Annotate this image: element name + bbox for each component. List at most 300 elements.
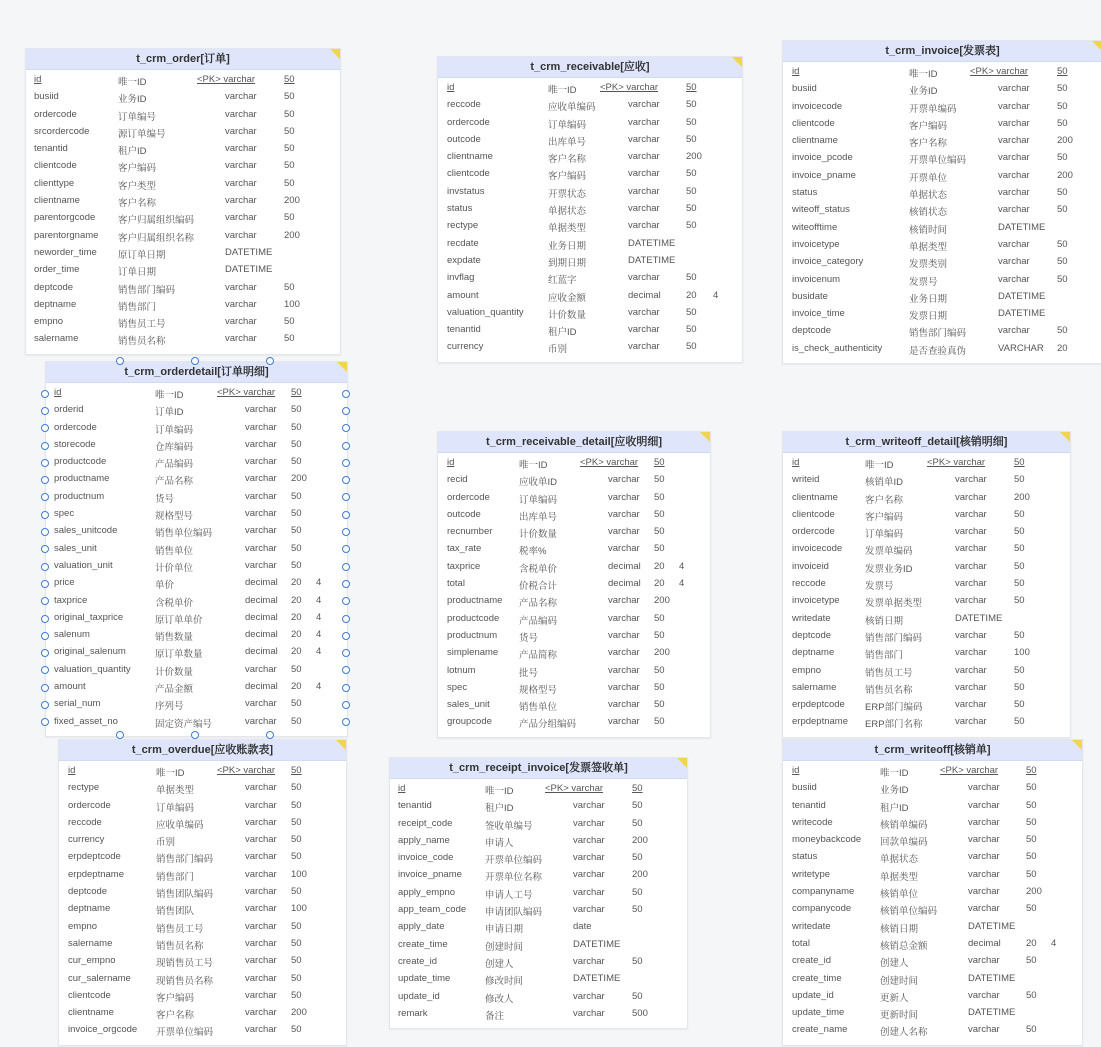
column-row[interactable] (46, 627, 347, 644)
column-name: valuation_quantity (447, 306, 524, 318)
column-length: 50 (1057, 273, 1068, 285)
column-row[interactable] (46, 454, 347, 471)
connector-handle[interactable] (342, 493, 350, 501)
column-comment: 核销日期 (865, 615, 904, 627)
connector-handle[interactable] (342, 684, 350, 692)
column-row[interactable] (438, 270, 742, 287)
column-row[interactable] (26, 124, 340, 141)
column-length: 50 (1026, 955, 1037, 967)
connector-handle[interactable] (342, 649, 350, 657)
column-type: varchar (245, 508, 277, 520)
column-row[interactable] (783, 763, 1082, 780)
column-type: <PK> varchar (927, 457, 986, 468)
column-row[interactable] (438, 322, 742, 339)
column-row[interactable] (783, 306, 1101, 323)
column-name: ordercode (54, 421, 97, 433)
column-row[interactable] (783, 714, 1070, 731)
column-comment: 出库单号 (519, 511, 558, 523)
column-row[interactable] (59, 763, 346, 780)
column-row[interactable] (783, 289, 1101, 306)
column-row[interactable] (438, 132, 742, 149)
column-row[interactable] (46, 610, 347, 627)
column-row[interactable] (390, 1006, 687, 1023)
column-name: empno (792, 664, 822, 676)
column-comment: 核销日期 (880, 923, 919, 935)
column-row[interactable] (390, 989, 687, 1006)
column-comment: 销售部门 (118, 301, 157, 313)
column-row[interactable] (59, 884, 346, 901)
column-name: cur_empno (68, 955, 116, 967)
connector-handle[interactable] (41, 615, 49, 623)
column-type: varchar (998, 273, 1030, 285)
entity-table[interactable] (782, 40, 1101, 364)
column-row[interactable] (438, 663, 710, 680)
column-row[interactable] (783, 1022, 1082, 1039)
entity-title[interactable] (26, 49, 340, 70)
column-row[interactable] (390, 816, 687, 833)
column-row[interactable] (438, 697, 710, 714)
column-comment: 销售员工号 (118, 319, 166, 331)
entity-table[interactable] (437, 56, 743, 363)
column-row[interactable] (783, 832, 1082, 849)
column-row[interactable] (783, 323, 1101, 340)
column-row[interactable] (783, 680, 1070, 697)
column-row[interactable] (59, 849, 346, 866)
column-length: 50 (1026, 834, 1037, 846)
entity-title[interactable] (390, 758, 687, 779)
column-row[interactable] (26, 176, 340, 193)
column-row[interactable] (783, 645, 1070, 662)
column-type: varchar (998, 152, 1030, 164)
column-row[interactable] (783, 64, 1101, 81)
column-comment: 唯一ID (909, 69, 938, 80)
column-row[interactable] (26, 262, 340, 279)
connector-handle[interactable] (116, 357, 124, 365)
column-name: salername (792, 681, 837, 693)
column-row[interactable] (26, 314, 340, 331)
column-length: 100 (291, 868, 307, 880)
column-name: clientcode (34, 160, 77, 172)
column-row[interactable] (783, 697, 1070, 714)
entity-title[interactable] (46, 362, 347, 383)
connector-handle[interactable] (342, 615, 350, 623)
column-row[interactable] (46, 558, 347, 575)
column-row[interactable] (438, 472, 710, 489)
column-row[interactable] (783, 628, 1070, 645)
column-row[interactable] (59, 832, 346, 849)
entity-title[interactable] (783, 41, 1101, 62)
column-row[interactable] (438, 149, 742, 166)
column-row[interactable] (783, 849, 1082, 866)
column-type: varchar (245, 886, 277, 898)
column-row[interactable] (438, 339, 742, 356)
column-row[interactable] (783, 988, 1082, 1005)
column-row[interactable] (783, 936, 1082, 953)
column-row[interactable] (783, 116, 1101, 133)
column-type: varchar (245, 663, 277, 675)
column-type: varchar (628, 185, 660, 197)
column-length: 50 (291, 663, 302, 675)
column-scale: 4 (316, 611, 322, 623)
column-comment: 销售单位 (155, 545, 194, 557)
connector-handle[interactable] (41, 407, 49, 415)
connector-handle[interactable] (342, 545, 350, 553)
column-length: 50 (291, 542, 302, 554)
entity-table[interactable] (389, 757, 688, 1029)
column-name: tenantid (34, 143, 68, 155)
column-type: varchar (955, 699, 987, 711)
column-row[interactable] (46, 541, 347, 558)
connector-handle[interactable] (266, 731, 274, 739)
entity-table[interactable] (45, 361, 348, 737)
column-name: id (447, 457, 455, 468)
column-row[interactable] (783, 133, 1101, 150)
column-comment: 客户名称 (548, 154, 587, 166)
column-comment: 单据类型 (909, 241, 948, 253)
connector-handle[interactable] (342, 580, 350, 588)
column-length: 50 (1026, 1024, 1037, 1036)
column-type: varchar (245, 1024, 277, 1036)
column-row[interactable] (783, 490, 1070, 507)
column-comment: 客户名称 (156, 1010, 195, 1022)
column-row[interactable] (59, 815, 346, 832)
column-name: companyname (792, 886, 855, 898)
column-row[interactable] (438, 236, 742, 253)
column-name: clientname (792, 135, 838, 147)
column-row[interactable] (26, 228, 340, 245)
column-length: 50 (291, 387, 302, 398)
column-length: 200 (654, 595, 670, 607)
column-row[interactable] (26, 158, 340, 175)
column-row[interactable] (46, 662, 347, 679)
column-row[interactable] (390, 954, 687, 971)
column-length: 200 (1014, 491, 1030, 503)
connector-handle[interactable] (41, 684, 49, 692)
column-name: writecode (792, 816, 833, 828)
column-name: invoice_time (792, 308, 845, 320)
entity-title-text: t_crm_writeoff_detail[核销明细] (845, 436, 1008, 448)
column-row[interactable] (438, 80, 742, 97)
connector-handle[interactable] (191, 731, 199, 739)
column-row[interactable] (438, 201, 742, 218)
column-length: 50 (1057, 117, 1068, 129)
column-row[interactable] (783, 815, 1082, 832)
column-row[interactable] (390, 850, 687, 867)
connector-handle[interactable] (41, 701, 49, 709)
column-row[interactable] (390, 937, 687, 954)
column-row[interactable] (390, 971, 687, 988)
column-row[interactable] (390, 798, 687, 815)
column-comment: 计价单位 (155, 562, 194, 574)
column-length: 50 (654, 629, 665, 641)
column-length: 200 (1026, 886, 1042, 898)
entity-title[interactable] (783, 432, 1070, 453)
column-length: 50 (632, 886, 643, 898)
column-row[interactable] (783, 1005, 1082, 1022)
connector-handle[interactable] (342, 597, 350, 605)
column-row[interactable] (26, 141, 340, 158)
column-row[interactable] (59, 1005, 346, 1022)
column-row[interactable] (438, 611, 710, 628)
column-row[interactable] (783, 341, 1101, 358)
column-name: valuation_unit (54, 559, 113, 571)
column-row[interactable] (438, 97, 742, 114)
column-comment: 客户名称 (118, 198, 157, 210)
column-name: recid (447, 474, 468, 486)
connector-handle[interactable] (266, 357, 274, 365)
column-row[interactable] (59, 919, 346, 936)
connector-handle[interactable] (41, 390, 49, 398)
column-row[interactable] (783, 798, 1082, 815)
column-row[interactable] (438, 714, 710, 731)
column-row[interactable] (438, 628, 710, 645)
column-row[interactable] (26, 72, 340, 89)
connector-handle[interactable] (342, 459, 350, 467)
column-row[interactable] (438, 645, 710, 662)
column-row[interactable] (46, 437, 347, 454)
column-name: update_id (792, 989, 834, 1001)
connector-handle[interactable] (342, 407, 350, 415)
column-name: currency (447, 341, 484, 353)
column-row[interactable] (390, 885, 687, 902)
column-row[interactable] (26, 280, 340, 297)
column-row[interactable] (783, 953, 1082, 970)
column-length: 200 (654, 647, 670, 659)
column-name: ordercode (447, 491, 490, 503)
column-row[interactable] (783, 611, 1070, 628)
column-row[interactable] (783, 867, 1082, 884)
column-comment: 修改时间 (485, 976, 524, 988)
column-row[interactable] (783, 202, 1101, 219)
column-row[interactable] (46, 489, 347, 506)
column-comment: 客户编码 (118, 163, 157, 175)
column-row[interactable] (438, 288, 742, 305)
column-comment: 核销总金额 (880, 940, 928, 952)
column-row[interactable] (390, 781, 687, 798)
connector-handle[interactable] (342, 632, 350, 640)
connector-handle[interactable] (342, 666, 350, 674)
column-length: 50 (686, 220, 697, 232)
column-length: 50 (1026, 851, 1037, 863)
column-row[interactable] (46, 679, 347, 696)
entity-table[interactable] (25, 48, 341, 355)
column-row[interactable] (438, 559, 710, 576)
column-row[interactable] (59, 988, 346, 1005)
connector-handle[interactable] (41, 563, 49, 571)
connector-handle[interactable] (41, 528, 49, 536)
column-length: 50 (284, 74, 295, 85)
column-type: varchar (245, 473, 277, 485)
connector-handle[interactable] (342, 424, 350, 432)
connector-handle[interactable] (41, 442, 49, 450)
column-row[interactable] (783, 524, 1070, 541)
column-row[interactable] (783, 901, 1082, 918)
column-type: DATETIME (968, 972, 1016, 984)
column-row[interactable] (438, 115, 742, 132)
column-row[interactable] (46, 523, 347, 540)
connector-handle[interactable] (342, 701, 350, 709)
connector-handle[interactable] (116, 731, 124, 739)
column-row[interactable] (390, 833, 687, 850)
column-scale: 4 (316, 594, 322, 606)
column-row[interactable] (438, 184, 742, 201)
column-row[interactable] (783, 663, 1070, 680)
entity-title[interactable] (59, 740, 346, 761)
column-type: varchar (998, 83, 1030, 95)
column-comment: 业务ID (880, 785, 909, 797)
column-row[interactable] (59, 1022, 346, 1039)
entity-title[interactable] (783, 740, 1082, 761)
column-row[interactable] (783, 455, 1070, 472)
column-row[interactable] (59, 798, 346, 815)
column-row[interactable] (438, 253, 742, 270)
column-row[interactable] (783, 884, 1082, 901)
column-row[interactable] (46, 575, 347, 592)
column-row[interactable] (26, 331, 340, 348)
column-row[interactable] (783, 559, 1070, 576)
column-row[interactable] (783, 576, 1070, 593)
column-name: create_time (792, 972, 842, 984)
column-row[interactable] (783, 99, 1101, 116)
connector-handle[interactable] (342, 476, 350, 484)
column-row[interactable] (783, 541, 1070, 558)
column-type: decimal (245, 577, 278, 589)
column-length: 50 (284, 177, 295, 189)
column-row[interactable] (59, 971, 346, 988)
column-name: productnum (54, 490, 105, 502)
column-row[interactable] (438, 490, 710, 507)
column-row[interactable] (46, 420, 347, 437)
column-row[interactable] (59, 901, 346, 918)
column-length: 50 (291, 955, 302, 967)
column-row[interactable] (783, 237, 1101, 254)
column-type: varchar (608, 699, 640, 711)
column-row[interactable] (46, 385, 347, 402)
column-row[interactable] (438, 524, 710, 541)
column-row[interactable] (783, 780, 1082, 797)
column-row[interactable] (783, 185, 1101, 202)
column-name: productnum (447, 629, 498, 641)
entity-table[interactable] (58, 739, 347, 1046)
column-row[interactable] (438, 593, 710, 610)
column-length: 500 (632, 1007, 648, 1019)
connector-handle[interactable] (342, 528, 350, 536)
column-row[interactable] (390, 902, 687, 919)
column-row[interactable] (438, 455, 710, 472)
column-row[interactable] (26, 107, 340, 124)
column-row[interactable] (438, 680, 710, 697)
column-type: varchar (608, 716, 640, 728)
column-row[interactable] (783, 81, 1101, 98)
column-row[interactable] (783, 472, 1070, 489)
column-type: varchar (225, 212, 257, 224)
column-type: varchar (955, 543, 987, 555)
entity-title[interactable] (438, 432, 710, 453)
column-type: varchar (225, 91, 257, 103)
column-row[interactable] (783, 150, 1101, 167)
column-comment: 租户ID (485, 803, 514, 815)
connector-handle[interactable] (342, 718, 350, 726)
column-row[interactable] (390, 919, 687, 936)
column-length: 50 (686, 203, 697, 215)
column-row[interactable] (783, 168, 1101, 185)
entity-table[interactable] (782, 739, 1083, 1046)
column-row[interactable] (783, 971, 1082, 988)
column-row[interactable] (59, 780, 346, 797)
column-comment: 订单编码 (156, 802, 195, 814)
column-row[interactable] (783, 272, 1101, 289)
column-row[interactable] (46, 644, 347, 661)
column-row[interactable] (46, 402, 347, 419)
column-row[interactable] (783, 254, 1101, 271)
column-row[interactable] (59, 867, 346, 884)
column-name: rectype (68, 782, 100, 794)
connector-handle[interactable] (41, 580, 49, 588)
column-row[interactable] (26, 193, 340, 210)
column-row[interactable] (59, 936, 346, 953)
entity-table[interactable] (782, 431, 1071, 738)
column-type: <PK> varchar (217, 765, 276, 776)
column-row[interactable] (26, 245, 340, 262)
column-length: 50 (686, 168, 697, 180)
connector-handle[interactable] (342, 390, 350, 398)
connector-handle[interactable] (342, 563, 350, 571)
column-row[interactable] (438, 166, 742, 183)
column-row[interactable] (783, 919, 1082, 936)
column-row[interactable] (783, 593, 1070, 610)
connector-handle[interactable] (342, 442, 350, 450)
column-row[interactable] (390, 867, 687, 884)
entity-title[interactable] (438, 57, 742, 78)
column-length: 100 (291, 903, 307, 915)
connector-handle[interactable] (342, 511, 350, 519)
column-type: varchar (628, 220, 660, 232)
column-row[interactable] (46, 506, 347, 523)
column-row[interactable] (438, 305, 742, 322)
column-comment: 签收单编号 (485, 820, 533, 832)
column-length: 50 (654, 699, 665, 711)
column-type: varchar (955, 508, 987, 520)
column-type: varchar (245, 868, 277, 880)
column-row[interactable] (783, 507, 1070, 524)
column-row[interactable] (46, 471, 347, 488)
column-row[interactable] (46, 696, 347, 713)
column-name: invoice_pcode (792, 152, 853, 164)
column-row[interactable] (46, 593, 347, 610)
column-row[interactable] (438, 576, 710, 593)
column-length: 50 (284, 108, 295, 120)
column-row[interactable] (438, 218, 742, 235)
connector-handle[interactable] (41, 459, 49, 467)
column-row[interactable] (59, 953, 346, 970)
column-row[interactable] (438, 541, 710, 558)
entity-table[interactable] (437, 431, 711, 738)
column-row[interactable] (46, 714, 347, 731)
column-length: 50 (1057, 187, 1068, 199)
column-row[interactable] (438, 507, 710, 524)
column-type: varchar (573, 955, 605, 967)
connector-handle[interactable] (191, 357, 199, 365)
column-row[interactable] (26, 210, 340, 227)
column-row[interactable] (783, 220, 1101, 237)
column-type: varchar (608, 543, 640, 555)
column-type: varchar (628, 133, 660, 145)
connector-handle[interactable] (41, 632, 49, 640)
connector-handle[interactable] (41, 511, 49, 519)
column-type: decimal (628, 289, 661, 301)
column-row[interactable] (26, 297, 340, 314)
column-row[interactable] (26, 89, 340, 106)
